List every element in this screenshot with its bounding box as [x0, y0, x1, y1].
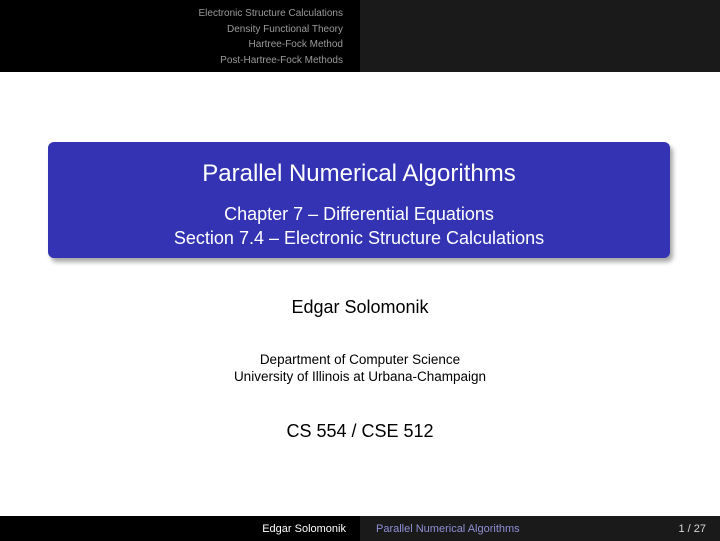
footer-title: Parallel Numerical Algorithms: [376, 522, 520, 535]
subtitle-section: Section 7.4 – Electronic Structure Calculations: [173, 228, 545, 248]
subtitle-chapter: Chapter 7 – Differential Equations: [224, 204, 494, 224]
institute-department: Department of Computer Science: [259, 352, 461, 367]
section-navigation: [0, 0, 360, 72]
footer-title-panel: [360, 516, 720, 541]
institute-university: University of Illinois at Urbana-Champaign: [233, 369, 487, 384]
footer-author: Edgar Solomonik: [262, 522, 346, 535]
header-bar: [0, 0, 720, 72]
page-number: 1 / 27: [678, 522, 706, 535]
title-box: [48, 142, 670, 258]
nav-item-post-hartree-fock[interactable]: Post-Hartree-Fock Methods: [220, 54, 343, 66]
author-name: Edgar Solomonik: [291, 297, 429, 317]
nav-item-electronic-structure[interactable]: Electronic Structure Calculations: [198, 8, 343, 19]
footer-author-panel: [0, 516, 360, 541]
nav-item-density-functional[interactable]: Density Functional Theory: [227, 23, 343, 35]
footer-bar: [0, 516, 720, 541]
nav-item-hartree-fock[interactable]: Hartree-Fock Method: [248, 39, 343, 50]
presentation-title: Parallel Numerical Algorithms: [202, 160, 516, 187]
course-code: CS 554 / CSE 512: [286, 421, 434, 441]
header-right-panel: [360, 0, 720, 72]
